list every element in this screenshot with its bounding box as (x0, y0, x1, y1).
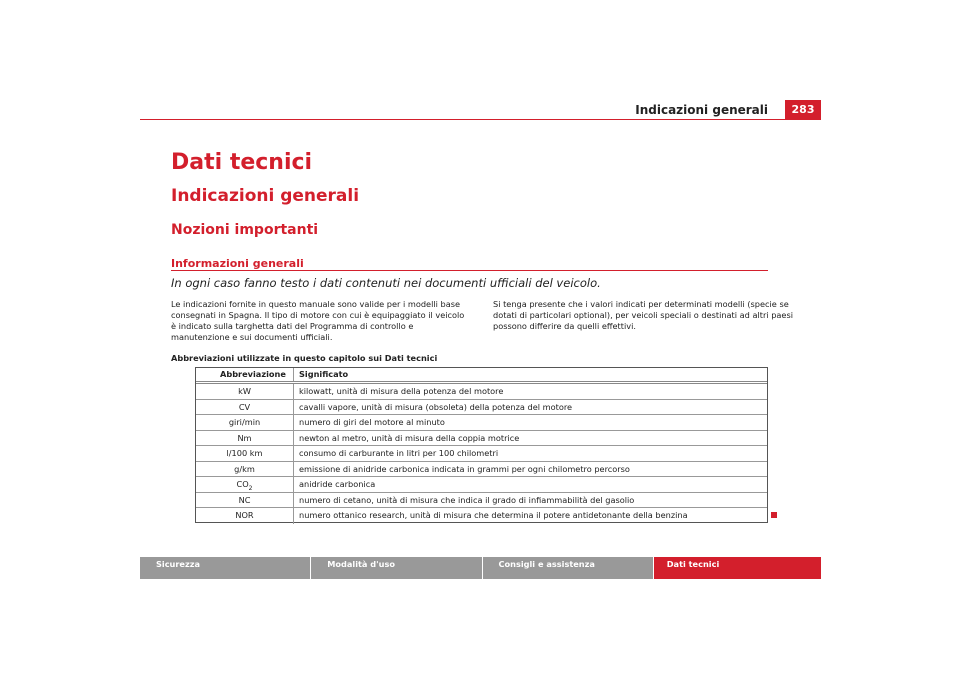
cell-abbreviation: g/km (196, 462, 294, 477)
section-title: Indicazioni generali (171, 186, 360, 206)
page-number: 283 (785, 100, 821, 119)
table-header (196, 368, 767, 384)
table-row (196, 384, 767, 400)
table-row (196, 462, 767, 478)
cell-meaning: kilowatt, unità di misura della potenza del motore (299, 386, 504, 396)
column-header-meaning: Significato (299, 369, 349, 379)
section-end-marker (771, 512, 777, 518)
intro-text: In ogni caso fanno testo i dati contenuti nei documenti ufficiali del veicolo. (171, 276, 601, 290)
table-row (196, 508, 767, 524)
cell-meaning: cavalli vapore, unità di misura (obsoleta) della potenza del motore (299, 401, 573, 412)
cell-abbreviation: Nm (196, 431, 294, 446)
table-row (196, 477, 767, 493)
cell-meaning: numero di cetano, unità di misura che indica il grado di infiammabilità del gasolio (299, 494, 635, 505)
cell-abbreviation: giri/min (196, 415, 294, 430)
cell-meaning: numero di giri del motore al minuto (299, 417, 445, 427)
footer-tab-consigli-assistenza[interactable]: Consigli e assistenza (483, 557, 653, 579)
table-row (196, 400, 767, 416)
table-row (196, 431, 767, 447)
table-row (196, 446, 767, 462)
footer-tab-dati-tecnici[interactable]: Dati tecnici (654, 557, 821, 579)
footer-tab-modalita-uso[interactable]: Modalità d'uso (311, 557, 481, 579)
cell-abbreviation: CV (196, 400, 294, 415)
cell-meaning: newton al metro, unità di misura della coppia motrice (299, 432, 520, 443)
column-header-abbreviation: Abbreviazione (196, 368, 294, 381)
table-row (196, 493, 767, 509)
topic-title: Informazioni generali (171, 257, 304, 270)
header-section-title: Indicazioni generali (635, 103, 768, 117)
paragraph-left: Le indicazioni fornite in questo manuale sono valide per i modelli base consegnati in Spagna. Il tipo di motore con cui è equipaggiato il veicolo è indicato sulla targhetta dati del Programma di controllo e manutenzione e sui documenti ufficiali. (171, 299, 465, 342)
abbr-text: CO (236, 479, 249, 489)
cell-meaning: numero ottanico research, unità di misura che determina il potere antidetonante della benzina (299, 510, 688, 520)
cell-abbreviation: kW (196, 384, 294, 399)
abbr-subscript: 2 (248, 485, 253, 492)
cell-abbreviation (196, 477, 294, 492)
cell-meaning: emissione di anidride carbonica indicata in grammi per ogni chilometro percorso (299, 463, 630, 474)
paragraph-right: Si tenga presente che i valori indicati per determinati modelli (specie se dotati di particolari optional), per veicoli speciali o destinati ad altri paesi possono differire da quelli effettivi. (493, 299, 794, 331)
table-row (196, 415, 767, 431)
footer-tab-sicurezza[interactable]: Sicurezza (140, 557, 310, 579)
subsection-title: Nozioni importanti (171, 222, 319, 238)
cell-meaning: anidride carbonica (299, 479, 376, 489)
abbreviations-heading: Abbreviazioni utilizzate in questo capitolo sui Dati tecnici (171, 353, 438, 363)
cell-meaning: consumo di carburante in litri per 100 chilometri (299, 448, 499, 458)
cell-abbreviation: NOR (196, 508, 294, 524)
cell-abbreviation: l/100 km (196, 446, 294, 461)
footer-nav (140, 557, 821, 579)
abbreviations-table (195, 367, 768, 523)
topic-divider (171, 270, 768, 271)
chapter-title: Dati tecnici (171, 150, 313, 175)
header-divider (140, 119, 821, 120)
cell-abbreviation: NC (196, 493, 294, 508)
